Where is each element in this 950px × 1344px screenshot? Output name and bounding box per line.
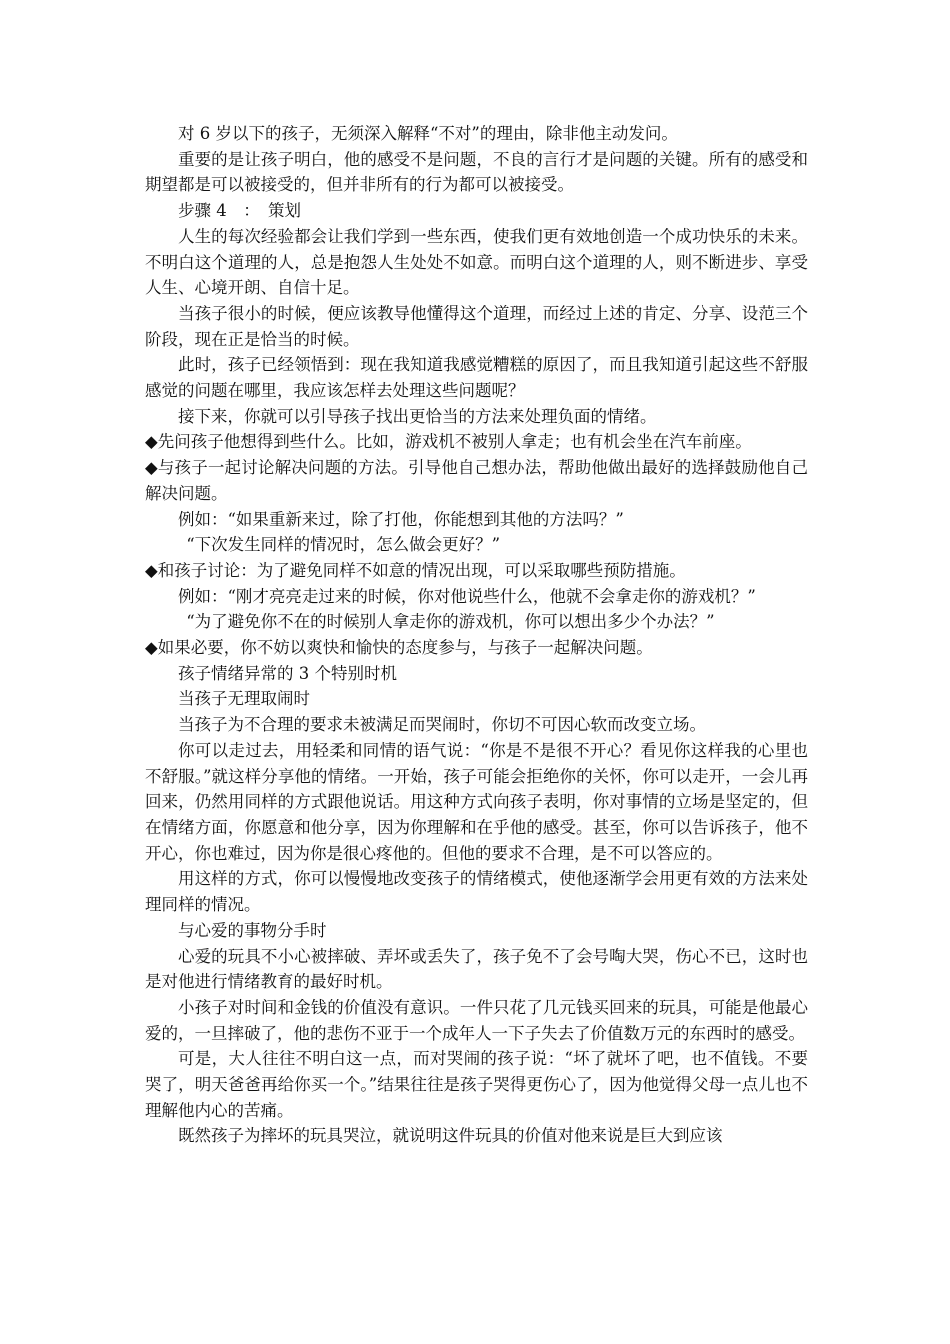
- example-quote-3: 例如：“刚才亮亮走过来的时候，你对他说些什么，他就不会拿走你的游戏机？”: [178, 586, 756, 606]
- example-quote-1: 例如：“如果重新来过，除了打他，你能想到其他的方法吗？”: [178, 509, 624, 529]
- paragraph-20: 用这样的方式，你可以慢慢地改变孩子的情绪模式，使他逐渐学会用更有效的方法来处理同样的情况。: [145, 869, 808, 915]
- subheading-tantrum: 当孩子无理取闹时: [178, 689, 310, 709]
- paragraph-2: 重要的是让孩子明白，他的感受不是问题，不良的言行才是问题的关键。所有的感受和期望都是可以被接受的，但并非所有的行为都可以被接受。: [145, 149, 808, 195]
- paragraph-6: 此时，孩子已经领悟到：现在我知道我感觉糟糕的原因了，而且我知道引起这些不舒服感觉的问题在哪里，我应该怎样去处理这些问题呢？: [145, 355, 808, 401]
- paragraph-5: 当孩子很小的时候，便应该教导他懂得这个道理，而经过上述的肯定、分享、设范三个阶段，现在正是恰当的时候。: [145, 303, 808, 349]
- paragraph-25: 既然孩子为摔坏的玩具哭泣，就说明这件玩具的价值对他来说是巨大到应该: [178, 1126, 723, 1146]
- section-heading-special-times: 孩子情绪异常的 3 个特别时机: [178, 663, 397, 683]
- subheading-loss: 与心爱的事物分手时: [178, 920, 327, 940]
- paragraph-22: 心爱的玩具不小心被摔破、弄坏或丢失了，孩子免不了会号啕大哭，伤心不已，这时也是对他进行情绪教育的最好时机。: [145, 946, 808, 992]
- paragraph-23: 小孩子对时间和金钱的价值没有意识。一件只花了几元钱买回来的玩具，可能是他最心爱的，一旦摔破了，他的悲伤不亚于一个成年人一下子失去了价值数万元的东西时的感受。: [145, 997, 808, 1043]
- paragraph-4: 人生的每次经验都会让我们学到一些东西，使我们更有效地创造一个成功快乐的未来。不明白这个道理的人，总是抱怨人生处处不如意。而明白这个道理的人，则不断进步、享受人生、心境开朗、自信十足。: [145, 226, 808, 298]
- document-page: [145, 121, 808, 1149]
- paragraph-18: 当孩子为不合理的要求未被满足而哭闹时，你切不可因心软而改变立场。: [178, 715, 706, 735]
- example-quote-4: “为了避免你不在的时候别人拿走你的游戏机，你可以想出多少个办法？”: [186, 612, 715, 632]
- paragraph-1: 对 6 岁以下的孩子，无须深入解释“不对”的理由，除非他主动发问。: [178, 124, 678, 143]
- bullet-item-2: ◆与孩子一起讨论解决问题的方法。引导他自己想办法，帮助他做出最好的选择鼓励他自己解决问题。: [145, 458, 808, 503]
- paragraph-19: 你可以走过去，用轻柔和同情的语气说：“你是不是很不开心？看见你这样我的心里也不舒服。”就这样分享他的情绪。一开始，孩子可能会拒绝你的关怀，你可以走开，一会儿再回来，仍然用同样的方式跟他说话。用这种方式向孩子表明，你对事情的立场是坚定的，但在情绪方面，你愿意和他分享，因为你理解和在乎他的感受。甚至，你可以告诉孩子，他不开心，你也难过，因为你是很心疼他的。但他的要求不合理，是不可以答应的。: [145, 740, 808, 863]
- step-4-heading: 步骤 4 ： 策划: [178, 201, 301, 221]
- bullet-item-3: ◆和孩子讨论：为了避免同样不如意的情况出现，可以采取哪些预防措施。: [145, 560, 686, 580]
- paragraph-7: 接下来，你就可以引导孩子找出更恰当的方法来处理负面的情绪。: [178, 406, 657, 426]
- bullet-item-1: ◆先问孩子他想得到些什么。比如，游戏机不被别人拿走；也有机会坐在汽车前座。: [145, 432, 752, 452]
- example-quote-2: “下次发生同样的情况时，怎么做会更好？”: [186, 535, 501, 555]
- paragraph-24: 可是，大人往往不明白这一点，而对哭闹的孩子说：“坏了就坏了吧，也不值钱。不要哭了，明天爸爸再给你买一个。”结果往往是孩子哭得更伤心了，因为他觉得父母一点儿也不理解他内心的苦痛。: [145, 1049, 808, 1120]
- bullet-item-4: ◆如果必要，你不妨以爽快和愉快的态度参与，与孩子一起解决问题。: [145, 638, 653, 658]
